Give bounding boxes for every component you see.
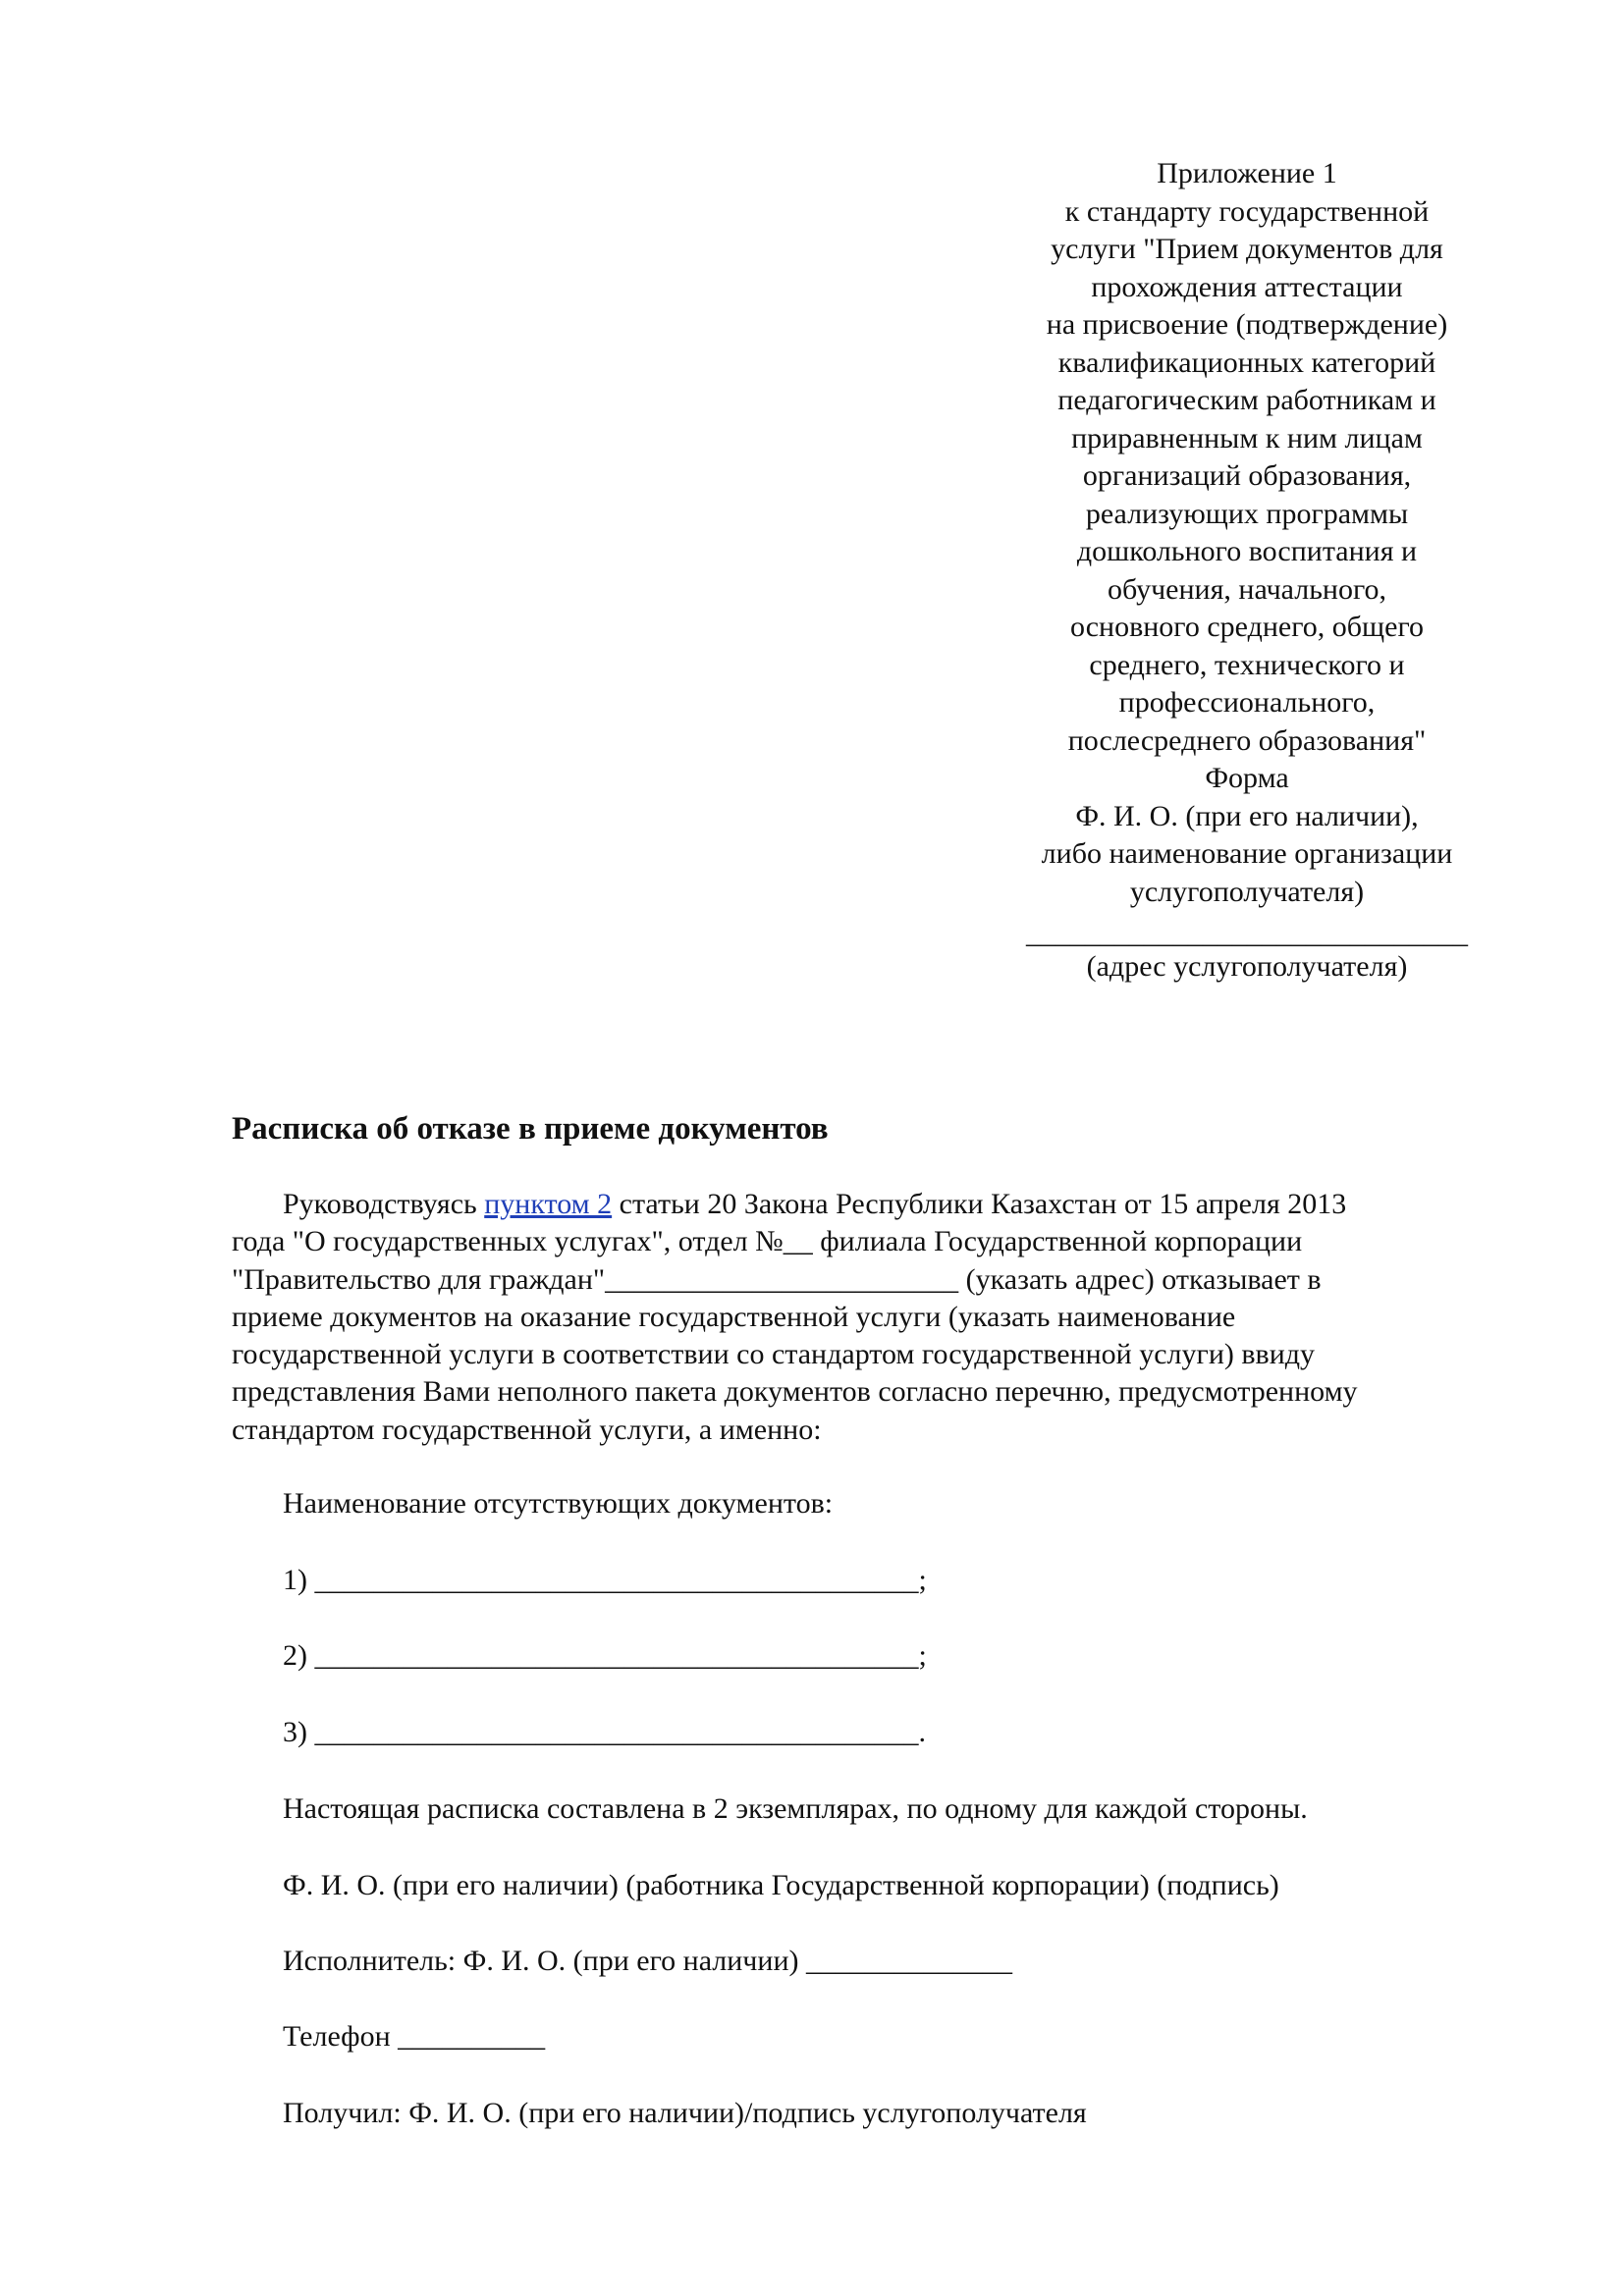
body-line: государственной услуги в соответствии со стандартом государственной услуги) ввиду [232,1338,1316,1371]
body-line: стандартом государственной услуги, а именно: [232,1413,822,1446]
missing-doc-item: 1) _________________________________________; [283,1564,927,1596]
law-clause-link[interactable]: пунктом 2 [484,1188,613,1220]
body-line: года "О государственных услугах", отдел №__ филиала Государственной корпорации [232,1225,1303,1258]
received-line: Получил: Ф. И. О. (при его наличии)/подпись услугополучателя [283,2097,1087,2129]
body-line: "Правительство для граждан"________________________ (указать адрес) отказывает в [232,1262,1322,1296]
appendix-line: Приложение 1 [1157,157,1337,189]
appendix-line: к стандарту государственной [1064,194,1430,228]
appendix-line: реализующих программы [1085,497,1409,530]
body-line [232,1186,1488,1223]
employee-signature-line: Ф. И. О. (при его наличии) (работника Государственной корпорации) (подпись) [283,1869,1279,1901]
appendix-line: услуги "Прием документов для [1051,233,1443,265]
appendix-line: на присвоение (подтверждение) [1046,308,1448,341]
body-line: приеме документов на оказание государственной услуги (указать наименование [232,1300,1236,1333]
executor-line: Исполнитель: Ф. И. О. (при его наличии) ______________ [283,1945,1012,1977]
appendix-line: среднего, технического и [1089,648,1405,681]
appendix-line: основного среднего, общего [1069,611,1425,643]
phone-line: Телефон __________ [283,2020,546,2053]
appendix-line: профессионального, [1118,686,1376,719]
missing-doc-item: 3) _________________________________________. [283,1716,926,1748]
document-title: Расписка об отказе в приеме документов [232,1111,829,1147]
form-label: Форма [1205,762,1289,794]
appendix-line: прохождения аттестации [1091,270,1403,303]
recipient-line: услугополучателя) [1129,875,1365,908]
recipient-line: Ф. И. О. (при его наличии), [1075,799,1419,832]
missing-doc-item: 2) _________________________________________; [283,1639,927,1672]
appendix-line: педагогическим работникам и [1057,384,1436,416]
body-text: Руководствуясь [283,1188,485,1220]
appendix-line: послесреднего образования" [1067,723,1427,757]
address-rule: ______________________________ [1026,917,1468,949]
address-label: (адрес услугополучателя) [1086,950,1408,983]
appendix-line: квалификационных категорий [1057,346,1436,379]
body-line: представления Вами неполного пакета документов согласно перечню, предусмотренному [232,1375,1358,1409]
appendix-header [992,155,1502,987]
body-paragraph [232,1186,1488,1449]
recipient-line: либо наименование организации [1041,837,1453,870]
body-text: статьи 20 Закона Республики Казахстан от 15 апреля 2013 [612,1188,1347,1220]
appendix-line: обучения, начального, [1107,572,1387,606]
copies-note: Настоящая расписка составлена в 2 экземплярах, по одному для каждой стороны. [283,1792,1308,1825]
missing-docs-label: Наименование отсутствующих документов: [283,1487,834,1520]
appendix-line: дошкольного воспитания и [1076,535,1418,567]
appendix-line: приравненным к ним лицам [1071,421,1423,454]
appendix-line: организаций образования, [1082,459,1412,492]
